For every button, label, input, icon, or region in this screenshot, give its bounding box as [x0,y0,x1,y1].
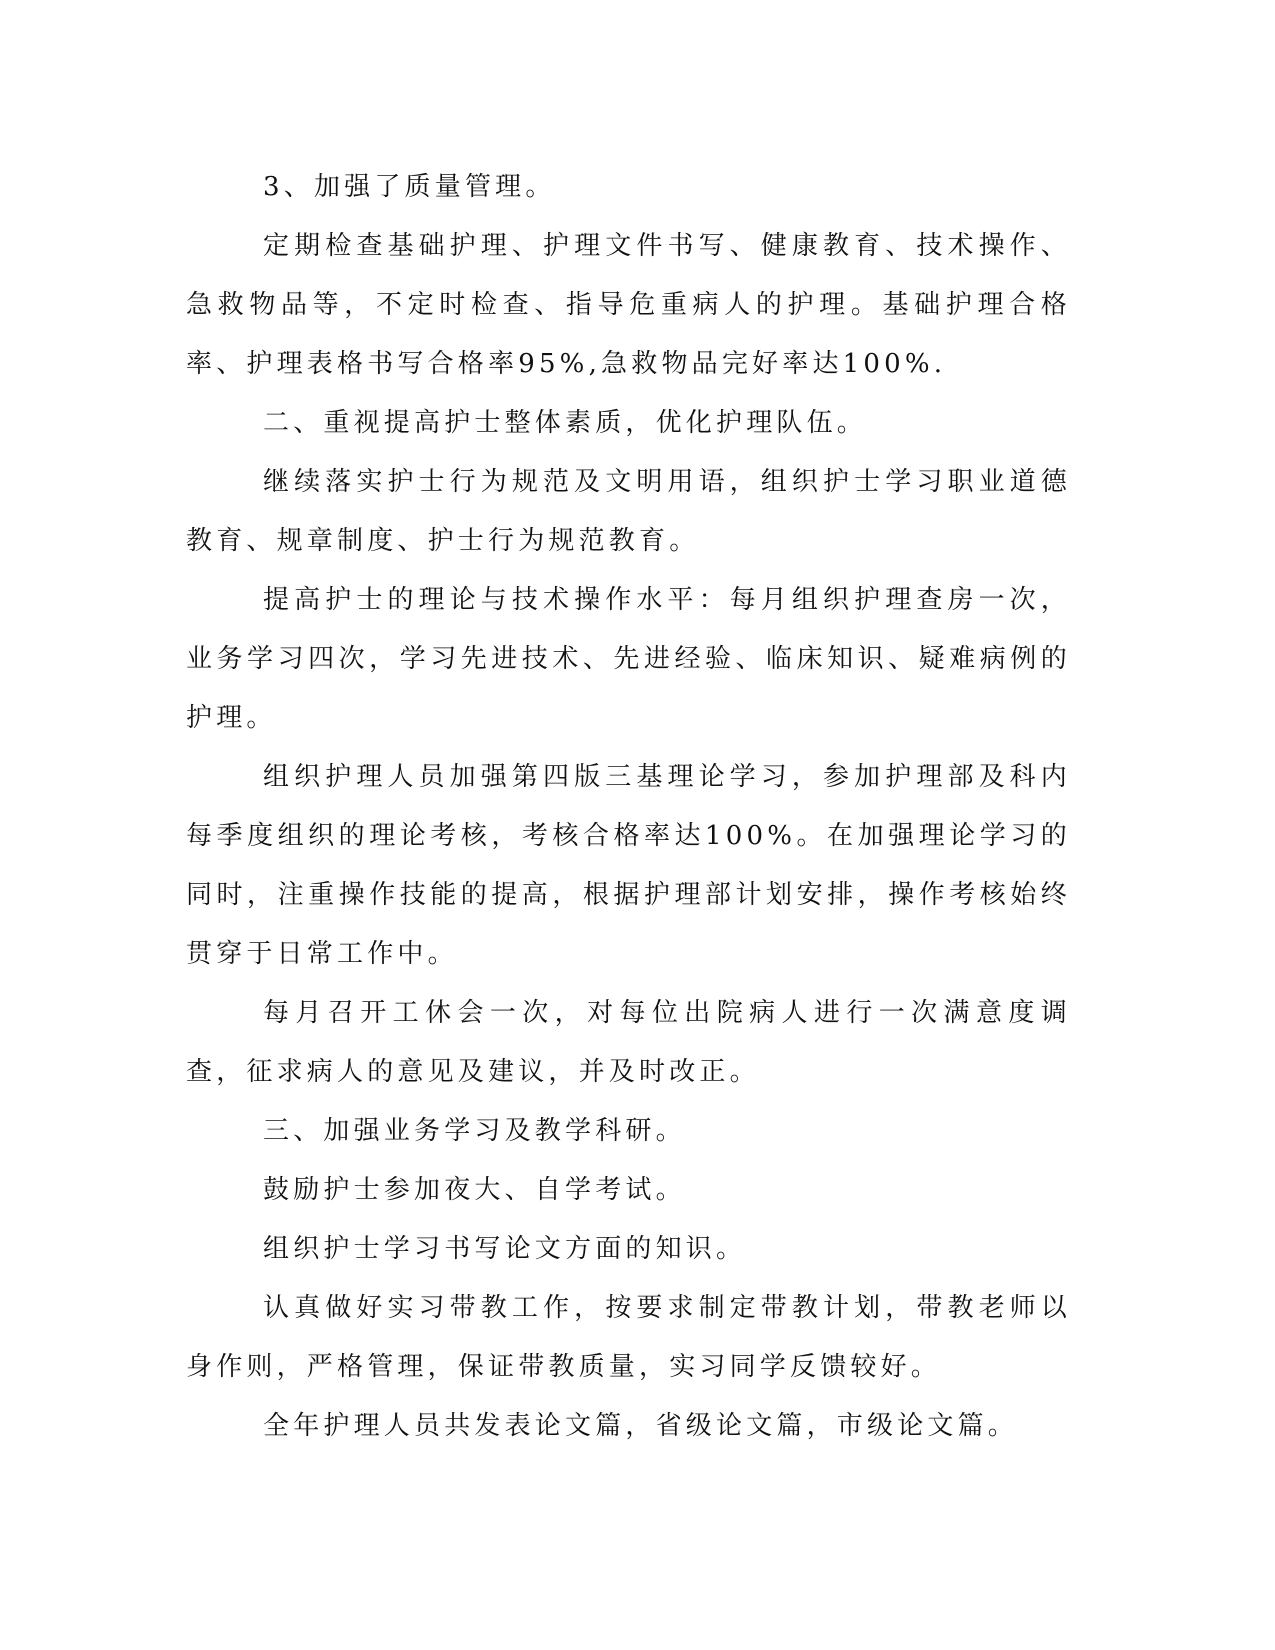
section-heading-quality-management: 3、加强了质量管理。 [263,172,556,202]
section-heading-study-and-research: 三、加强业务学习及教学科研。 [263,1116,686,1146]
paragraph-code-of-conduct: 继续落实护士行为规范及文明用语，组织护士学习职业道德教育、规章制度、护士行为规范教育。 [186,467,1071,556]
paragraph-paper-writing: 组织护士学习书写论文方面的知识。 [263,1234,747,1264]
paragraph-three-basics-study: 组织护理人员加强第四版三基理论学习，参加护理部及科内每季度组织的理论考核，考核合格率达100%。在加强理论学习的同时，注重操作技能的提高，根据护理部计划安排，操作考核始终贯穿于日常工作中。 [186,762,1071,969]
paragraph-patient-satisfaction: 每月召开工休会一次，对每位出院病人进行一次满意度调查，征求病人的意见及建议，并及时改正。 [186,998,1071,1087]
paragraph-further-education: 鼓励护士参加夜大、自学考试。 [263,1175,686,1205]
paragraph-theory-and-skills: 提高护士的理论与技术操作水平：每月组织护理查房一次，业务学习四次，学习先进技术、先进经验、临床知识、疑难病例的护理。 [186,585,1071,733]
paragraph-internship-teaching: 认真做好实习带教工作，按要求制定带教计划，带教老师以身作则，严格管理，保证带教质量，实习同学反馈较好。 [186,1293,1071,1382]
section-heading-nurse-quality: 二、重视提高护士整体素质，优化护理队伍。 [263,408,868,438]
paragraph-quality-inspection: 定期检查基础护理、护理文件书写、健康教育、技术操作、急救物品等，不定时检查、指导危重病人的护理。基础护理合格率、护理表格书写合格率95%,急救物品完好率达100%. [186,231,1071,379]
paragraph-published-papers: 全年护理人员共发表论文篇，省级论文篇，市级论文篇。 [263,1411,1019,1441]
document-body [186,158,1071,1456]
